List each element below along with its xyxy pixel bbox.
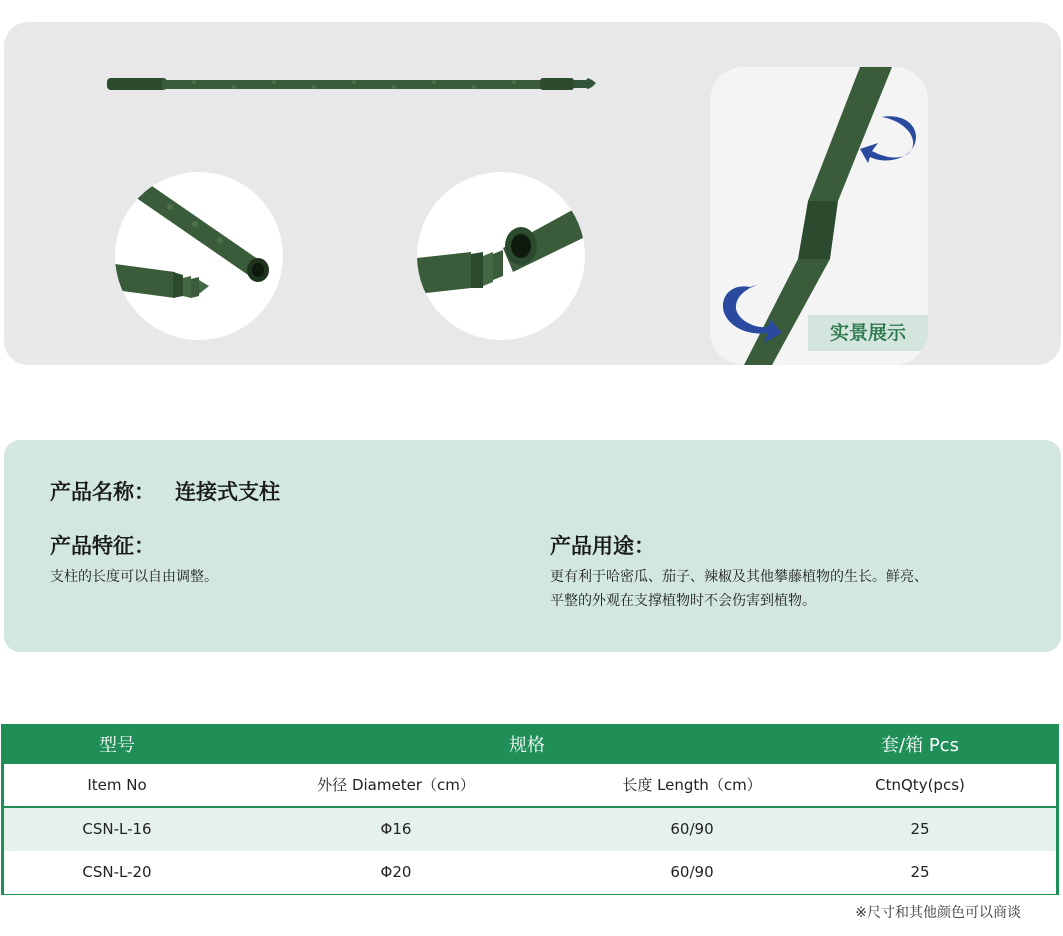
rod-connector-closeup-photo — [417, 172, 585, 340]
header-spec: 规格 — [509, 735, 545, 756]
subheader-diameter: 外径 Diameter（cm） — [317, 776, 475, 794]
product-name-label: 产品名称： — [50, 480, 155, 504]
table-row — [4, 851, 1056, 894]
cell-diameter: Φ20 — [380, 863, 412, 881]
header-model: 型号 — [99, 735, 135, 756]
spec-table — [1, 724, 1059, 895]
features-text: 支柱的长度可以自由调整。 — [50, 569, 218, 585]
usage-text-line-1: 更有利于哈密瓜、茄子、辣椒及其他攀藤植物的生长。鲜亮、 — [550, 569, 928, 585]
subheader-item-no: Item No — [87, 776, 147, 794]
usage-text-line-2: 平整的外观在支撑植物时不会伤害到植物。 — [550, 593, 816, 609]
spec-table-header — [4, 727, 1056, 764]
spec-table-subheader — [4, 764, 1056, 808]
cell-item-no: CSN-L-20 — [82, 863, 152, 881]
table-row — [4, 808, 1056, 851]
features-title: 产品特征： — [50, 534, 155, 558]
rod-full-photo — [4, 22, 624, 112]
cell-length: 60/90 — [670, 820, 714, 838]
product-name-line — [50, 476, 280, 506]
cell-length: 60/90 — [670, 863, 714, 881]
scene-label: 实景展示 — [808, 315, 928, 351]
usage-text — [550, 565, 1020, 613]
usage-title: 产品用途： — [550, 534, 655, 558]
cell-ctn-qty: 25 — [910, 863, 930, 881]
footnote: ※尺寸和其他颜色可以商谈 — [855, 905, 1021, 921]
product-info-panel — [4, 440, 1061, 652]
cell-item-no: CSN-L-16 — [82, 820, 152, 838]
product-name-value: 连接式支柱 — [175, 480, 280, 504]
subheader-ctn-qty: CtnQty(pcs) — [875, 776, 965, 794]
rod-socket-closeup-photo — [115, 172, 283, 340]
header-pcs: 套/箱 Pcs — [881, 735, 959, 756]
scene-photo — [710, 67, 928, 365]
product-photo-panel — [4, 22, 1061, 365]
cell-diameter: Φ16 — [380, 820, 412, 838]
subheader-length: 长度 Length（cm） — [622, 776, 762, 794]
cell-ctn-qty: 25 — [910, 820, 930, 838]
